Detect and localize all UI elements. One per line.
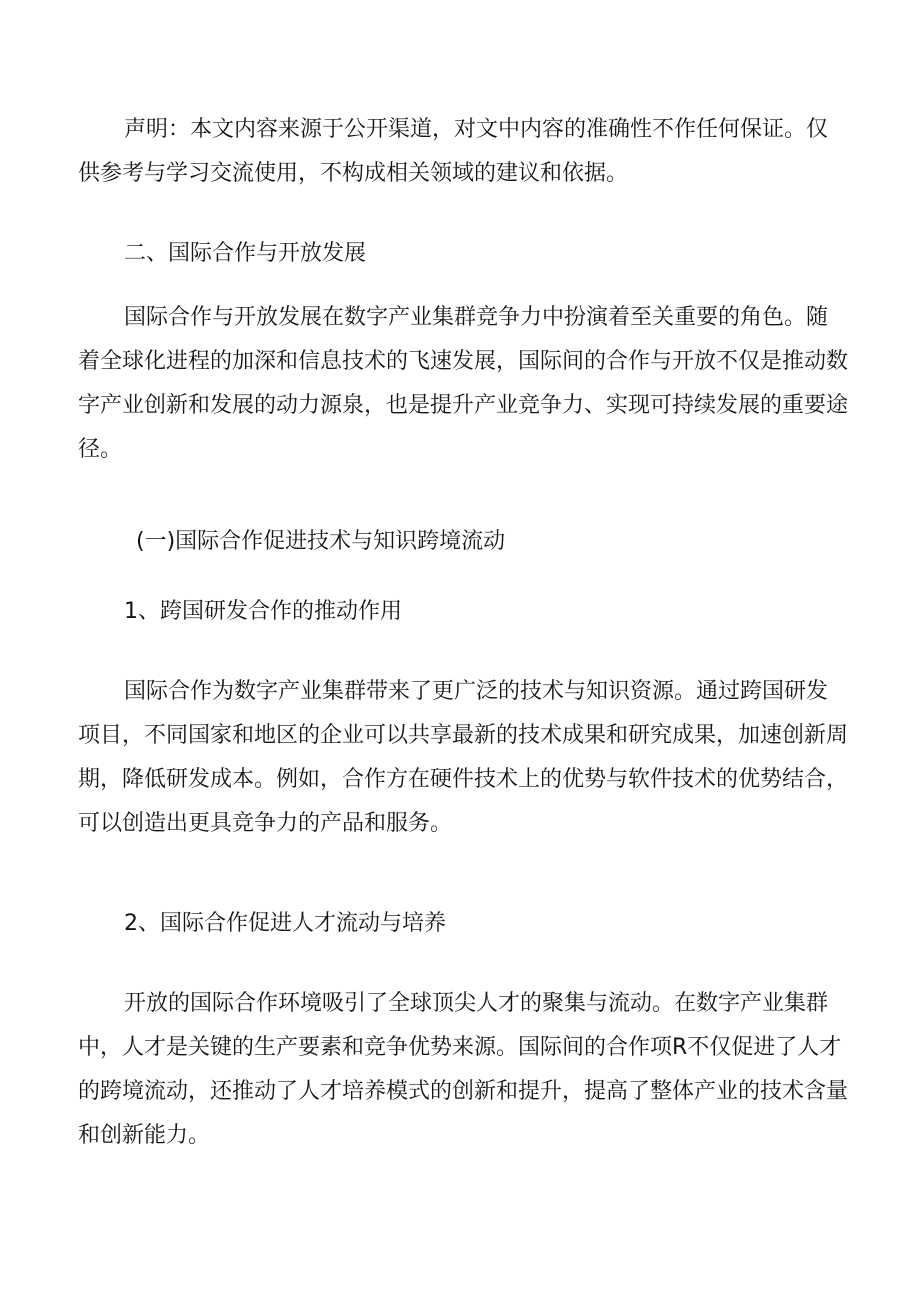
item1-paragraph: 国际合作为数字产业集群带来了更广泛的技术与知识资源。通过跨国研发项目，不同国家和地区的企业可以共享最新的技术成果和研究成果，加速创新周期，降低研发成本。例如，合作方在硬件技术上的优势与软件技术的优势结合，可以创造出更具竞争力的产品和服务。 xyxy=(78,679,849,836)
disclaimer-paragraph: 声明：本文内容来源于公开渠道，对文中内容的准确性不作任何保证。仅供参考与学习交流使用，不构成相关领域的建议和依据。 xyxy=(78,117,829,186)
item2-title: 2、国际合作促进人才流动与培养 xyxy=(124,911,446,936)
subsection-title: (一)国际合作促进技术与知识跨境流动 xyxy=(136,529,506,554)
item2-paragraph: 开放的国际合作环境吸引了全球顶尖人才的聚集与流动。在数字产业集群中，人才是关键的生产要素和竞争优势来源。国际间的合作项R不仅促进了人才的跨境流动，还推动了人才培养模式的创新和提升，提高了整体产业的技术含量和创新能力。 xyxy=(78,991,849,1148)
section-intro-paragraph: 国际合作与开放发展在数字产业集群竞争力中扮演着至关重要的角色。随着全球化进程的加深和信息技术的飞速发展，国际间的合作与开放不仅是推动数字产业创新和发展的动力源泉，也是提升产业竞争力、实现可持续发展的重要途径。 xyxy=(78,305,849,462)
section-title: 二、国际合作与开放发展 xyxy=(124,241,367,266)
item1-title: 1、跨国研发合作的推动作用 xyxy=(124,599,402,624)
